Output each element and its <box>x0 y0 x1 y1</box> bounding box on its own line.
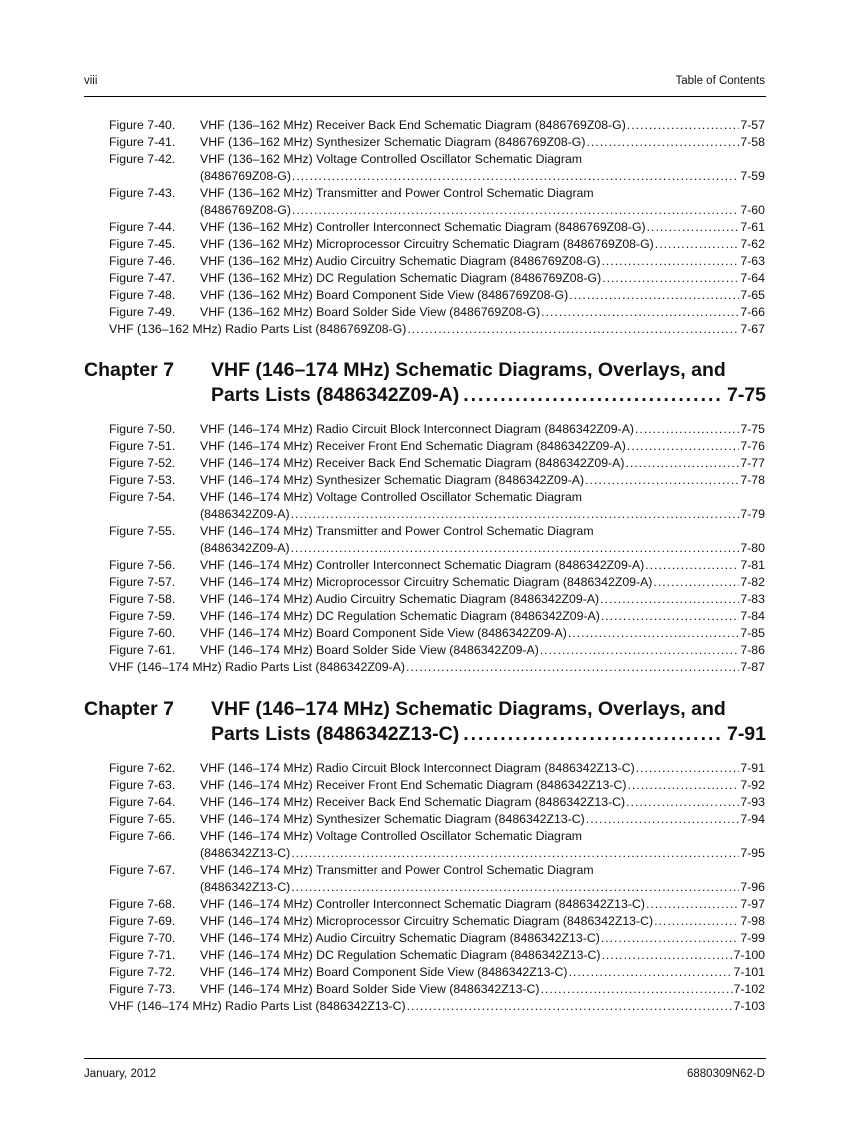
toc-entry-figure[interactable] <box>0 777 866 794</box>
figure-label: Figure 7-64. <box>109 795 176 809</box>
chapter-heading-z13[interactable] <box>0 697 866 749</box>
dot-leader <box>647 219 740 236</box>
entry-title: VHF (146–174 MHz) DC Regulation Schematic Diagram (8486342Z13-C) <box>200 948 601 962</box>
toc-entry-figure[interactable] <box>0 421 866 438</box>
entry-page-number: 7-82 <box>740 575 765 589</box>
dot-leader <box>627 117 740 134</box>
entry-title: VHF (136–162 MHz) Controller Interconnect Schematic Diagram (8486769Z08-G) <box>200 220 646 234</box>
header-rule <box>84 96 766 97</box>
entry-page-number: 7-79 <box>740 507 765 521</box>
entry-title: VHF (146–174 MHz) Audio Circuitry Schematic Diagram (8486342Z13-C) <box>200 931 600 945</box>
entry-title: VHF (136–162 MHz) Transmitter and Power Control Schematic Diagram <box>200 186 594 200</box>
toc-entry-line <box>200 794 765 811</box>
entry-page-number: 7-75 <box>740 422 765 436</box>
toc-group-136-162 <box>0 117 866 338</box>
toc-entry-figure[interactable] <box>0 981 866 998</box>
figure-label: Figure 7-72. <box>109 965 176 979</box>
dot-leader <box>407 998 733 1015</box>
figure-label: Figure 7-68. <box>109 897 176 911</box>
entry-title: VHF (136–162 MHz) Board Solder Side View (8486769Z08-G) <box>200 305 541 319</box>
toc-entry-line <box>200 151 765 168</box>
entry-page-number: 7-77 <box>740 456 765 470</box>
dot-leader <box>291 879 739 896</box>
toc-entry-figure[interactable] <box>0 219 866 236</box>
entry-title-cont: (8486342Z13-C) <box>200 880 291 894</box>
entry-title: VHF (146–174 MHz) Receiver Front End Schematic Diagram (8486342Z13-C) <box>200 778 627 792</box>
toc-entry-figure[interactable] <box>0 828 866 862</box>
entry-page-number: 7-92 <box>740 778 765 792</box>
dot-leader <box>602 947 733 964</box>
entry-page-number: 7-95 <box>740 846 765 860</box>
chapter-page-number: 7-91 <box>726 723 766 745</box>
figure-label: Figure 7-53. <box>109 473 176 487</box>
entry-page-number: 7-63 <box>740 254 765 268</box>
figure-label: Figure 7-73. <box>109 982 176 996</box>
figure-label: Figure 7-67. <box>109 863 176 877</box>
figure-label: Figure 7-56. <box>109 558 176 572</box>
toc-entry-figure[interactable] <box>0 270 866 287</box>
toc-entry-line <box>200 591 765 608</box>
toc-entry-figure[interactable] <box>0 591 866 608</box>
chapter-heading-z09[interactable] <box>0 358 866 410</box>
dot-leader <box>627 438 740 455</box>
footer-date: January, 2012 <box>84 1068 157 1080</box>
figure-label: Figure 7-50. <box>109 422 176 436</box>
entry-page-number: 7-102 <box>733 982 765 996</box>
dot-leader <box>291 506 740 523</box>
dot-leader <box>568 625 740 642</box>
entry-page-number: 7-103 <box>733 999 765 1013</box>
toc-entry-figure[interactable] <box>0 794 866 811</box>
dot-leader <box>540 981 732 998</box>
toc-entry-figure[interactable] <box>0 557 866 574</box>
entry-title-cont: (8486769Z08-G) <box>200 203 291 217</box>
toc-entry-figure[interactable] <box>0 896 866 913</box>
entry-page-number: 7-64 <box>740 271 765 285</box>
entry-title: VHF (136–162 MHz) Board Component Side View (8486769Z08-G) <box>200 288 569 302</box>
toc-entry-line <box>200 879 765 896</box>
entry-title-cont: (8486342Z13-C) <box>200 846 291 860</box>
entry-title-cont: (8486769Z08-G) <box>200 169 291 183</box>
figure-label: Figure 7-57. <box>109 575 176 589</box>
toc-entry-line <box>200 134 765 151</box>
toc-entry-line <box>109 321 765 338</box>
dot-leader <box>635 421 739 438</box>
entry-page-number: 7-57 <box>740 118 765 132</box>
toc-entry-line <box>200 168 765 185</box>
entry-page-number: 7-98 <box>740 914 765 928</box>
figure-label: Figure 7-49. <box>109 305 176 319</box>
toc-entry-figure[interactable] <box>0 185 866 219</box>
toc-entry-figure[interactable] <box>0 438 866 455</box>
toc-entry-line <box>200 811 765 828</box>
entry-title: VHF (146–174 MHz) Radio Parts List (8486342Z09-A) <box>109 660 405 674</box>
entry-title: VHF (146–174 MHz) Board Solder Side View (8486342Z09-A) <box>200 643 539 657</box>
dot-leader <box>645 557 739 574</box>
toc-entry-figure[interactable] <box>0 455 866 472</box>
entry-title: VHF (146–174 MHz) Radio Parts List (8486342Z13-C) <box>109 999 406 1013</box>
toc-entry-line <box>200 981 765 998</box>
entry-page-number: 7-61 <box>740 220 765 234</box>
toc-entry-line <box>200 185 765 202</box>
dot-leader <box>625 455 739 472</box>
dot-leader <box>292 202 739 219</box>
dot-leader <box>540 642 740 659</box>
dot-leader <box>602 253 740 270</box>
toc-entry-figure[interactable] <box>0 134 866 151</box>
figure-label: Figure 7-71. <box>109 948 176 962</box>
toc-entry-figure[interactable] <box>0 930 866 947</box>
dot-leader <box>291 845 739 862</box>
toc-entry-line <box>200 930 765 947</box>
toc-entry-line <box>200 270 765 287</box>
chapter-title-line1: VHF (146–174 MHz) Schematic Diagrams, Overlays, and <box>211 359 726 381</box>
toc-entry-line <box>200 845 765 862</box>
entry-title: VHF (146–174 MHz) Audio Circuitry Schematic Diagram (8486342Z09-A) <box>200 592 600 606</box>
entry-page-number: 7-65 <box>740 288 765 302</box>
toc-entry-figure[interactable] <box>0 608 866 625</box>
entry-page-number: 7-91 <box>740 761 765 775</box>
entry-title: VHF (146–174 MHz) Board Solder Side View (8486342Z13-C) <box>200 982 540 996</box>
toc-entry-parts-list[interactable] <box>0 321 866 338</box>
entry-page-number: 7-96 <box>740 880 765 894</box>
dot-leader <box>406 659 739 676</box>
entry-page-number: 7-85 <box>740 626 765 640</box>
toc-entry-line <box>200 625 765 642</box>
toc-entry-line <box>200 896 765 913</box>
entry-page-number: 7-101 <box>733 965 765 979</box>
entry-page-number: 7-58 <box>740 135 765 149</box>
toc-entry-line <box>200 304 765 321</box>
toc-entry-line <box>200 506 765 523</box>
entry-page-number: 7-83 <box>740 592 765 606</box>
dot-leader <box>636 760 740 777</box>
entry-page-number: 7-60 <box>740 203 765 217</box>
chapter-title-line2 <box>211 383 766 407</box>
entry-page-number: 7-94 <box>740 812 765 826</box>
toc-entry-figure[interactable] <box>0 642 866 659</box>
entry-title-cont: (8486342Z09-A) <box>200 507 290 521</box>
dot-leader <box>569 964 733 981</box>
figure-label: Figure 7-69. <box>109 914 176 928</box>
entry-title: VHF (146–174 MHz) Receiver Back End Schematic Diagram (8486342Z09-A) <box>200 456 625 470</box>
entry-title: VHF (146–174 MHz) Microprocessor Circuitry Schematic Diagram (8486342Z13-C) <box>200 914 654 928</box>
chapter-label: Chapter 7 <box>84 359 174 381</box>
figure-label: Figure 7-47. <box>109 271 176 285</box>
figure-label: Figure 7-41. <box>109 135 176 149</box>
dot-leader <box>654 913 739 930</box>
toc-entry-figure[interactable] <box>0 253 866 270</box>
entry-title: VHF (146–174 MHz) Transmitter and Power Control Schematic Diagram <box>200 863 594 877</box>
entry-title: VHF (146–174 MHz) Controller Interconnect Schematic Diagram (8486342Z09-A) <box>200 558 645 572</box>
toc-entry-figure[interactable] <box>0 151 866 185</box>
toc-entry-figure[interactable] <box>0 947 866 964</box>
figure-label: Figure 7-66. <box>109 829 176 843</box>
entry-page-number: 7-93 <box>740 795 765 809</box>
figure-label: Figure 7-59. <box>109 609 176 623</box>
toc-entry-line <box>200 202 765 219</box>
entry-page-number: 7-86 <box>740 643 765 657</box>
entry-title: VHF (136–162 MHz) Receiver Back End Schematic Diagram (8486769Z08-G) <box>200 118 626 132</box>
dot-leader <box>600 591 739 608</box>
toc-entry-line <box>200 438 765 455</box>
toc-entry-line <box>200 219 765 236</box>
entry-title: VHF (146–174 MHz) Receiver Back End Schematic Diagram (8486342Z13-C) <box>200 795 626 809</box>
dot-leader <box>541 304 739 321</box>
dot-leader <box>653 574 739 591</box>
toc-entry-line <box>200 964 765 981</box>
dot-leader <box>602 270 739 287</box>
entry-title: VHF (136–162 MHz) Audio Circuitry Schematic Diagram (8486769Z08-G) <box>200 254 601 268</box>
toc-entry-line <box>200 117 765 134</box>
figure-label: Figure 7-70. <box>109 931 176 945</box>
entry-title: VHF (136–162 MHz) Synthesizer Schematic Diagram (8486769Z08-G) <box>200 135 586 149</box>
toc-entry-figure[interactable] <box>0 236 866 253</box>
chapter-title-text: Parts Lists (8486342Z09-A) <box>211 384 460 406</box>
entry-title: VHF (146–174 MHz) Controller Interconnect Schematic Diagram (8486342Z13-C) <box>200 897 645 911</box>
figure-label: Figure 7-61. <box>109 643 176 657</box>
dot-leader <box>586 811 740 828</box>
footer-doc-number: 6880309N62-D <box>686 1068 765 1080</box>
dot-leader <box>627 777 739 794</box>
toc-entry-line <box>200 472 765 489</box>
toc-entry-line <box>200 947 765 964</box>
running-header-title: Table of Contents <box>675 75 765 87</box>
toc-group-z09 <box>0 421 866 676</box>
entry-title: VHF (146–174 MHz) Voltage Controlled Oscillator Schematic Diagram <box>200 829 583 843</box>
entry-title: VHF (136–162 MHz) Microprocessor Circuitry Schematic Diagram (8486769Z08-G) <box>200 237 654 251</box>
entry-page-number: 7-59 <box>740 169 765 183</box>
entry-page-number: 7-84 <box>740 609 765 623</box>
entry-title: VHF (136–162 MHz) Voltage Controlled Oscillator Schematic Diagram <box>200 152 583 166</box>
toc-entry-line <box>200 253 765 270</box>
figure-label: Figure 7-54. <box>109 490 176 504</box>
entry-title-cont: (8486342Z09-A) <box>200 541 290 555</box>
toc-entry-line <box>200 455 765 472</box>
dot-leader <box>407 321 739 338</box>
toc-entry-line <box>200 608 765 625</box>
toc-entry-figure[interactable] <box>0 760 866 777</box>
toc-entry-line <box>109 998 765 1015</box>
toc-entry-line <box>200 862 765 879</box>
figure-label: Figure 7-58. <box>109 592 176 606</box>
entry-page-number: 7-66 <box>740 305 765 319</box>
toc-entry-figure[interactable] <box>0 287 866 304</box>
figure-label: Figure 7-60. <box>109 626 176 640</box>
entry-title: VHF (146–174 MHz) Receiver Front End Schematic Diagram (8486342Z09-A) <box>200 439 626 453</box>
figure-label: Figure 7-63. <box>109 778 176 792</box>
dot-leader <box>569 287 739 304</box>
toc-entry-line <box>200 642 765 659</box>
entry-title: VHF (146–174 MHz) Radio Circuit Block Interconnect Diagram (8486342Z09-A) <box>200 422 634 436</box>
toc-entry-line <box>200 760 765 777</box>
page-number: viii <box>84 75 98 87</box>
entry-title: VHF (146–174 MHz) Radio Circuit Block Interconnect Diagram (8486342Z13-C) <box>200 761 635 775</box>
dot-leader <box>585 472 739 489</box>
entry-page-number: 7-62 <box>740 237 765 251</box>
chapter-title-line1: VHF (146–174 MHz) Schematic Diagrams, Overlays, and <box>211 698 726 720</box>
figure-label: Figure 7-40. <box>109 118 176 132</box>
toc-entry-figure[interactable] <box>0 304 866 321</box>
figure-label: Figure 7-44. <box>109 220 176 234</box>
figure-label: Figure 7-65. <box>109 812 176 826</box>
entry-page-number: 7-80 <box>740 541 765 555</box>
toc-entry-figure[interactable] <box>0 117 866 134</box>
figure-label: Figure 7-42. <box>109 152 176 166</box>
toc-entry-line <box>200 574 765 591</box>
toc-entry-line <box>200 489 765 506</box>
entry-title: VHF (146–174 MHz) DC Regulation Schematic Diagram (8486342Z09-A) <box>200 609 600 623</box>
toc-entry-line <box>109 659 765 676</box>
entry-page-number: 7-81 <box>740 558 765 572</box>
entry-title: VHF (146–174 MHz) Board Component Side View (8486342Z09-A) <box>200 626 567 640</box>
toc-entry-parts-list[interactable] <box>0 998 866 1015</box>
dot-leader <box>626 794 739 811</box>
toc-entry-parts-list[interactable] <box>0 659 866 676</box>
toc-entry-line <box>200 523 765 540</box>
entry-title: VHF (146–174 MHz) Voltage Controlled Oscillator Schematic Diagram <box>200 490 583 504</box>
entry-title: VHF (136–162 MHz) DC Regulation Schematic Diagram (8486769Z08-G) <box>200 271 602 285</box>
entry-page-number: 7-87 <box>740 660 765 674</box>
entry-page-number: 7-76 <box>740 439 765 453</box>
chapter-label: Chapter 7 <box>84 698 174 720</box>
entry-title: VHF (146–174 MHz) Board Component Side View (8486342Z13-C) <box>200 965 568 979</box>
figure-label: Figure 7-43. <box>109 186 176 200</box>
figure-label: Figure 7-45. <box>109 237 176 251</box>
toc-entry-figure[interactable] <box>0 811 866 828</box>
entry-title: VHF (146–174 MHz) Transmitter and Power Control Schematic Diagram <box>200 524 594 538</box>
entry-title: VHF (146–174 MHz) Synthesizer Schematic Diagram (8486342Z09-A) <box>200 473 585 487</box>
toc-entry-figure[interactable] <box>0 913 866 930</box>
toc-entry-line <box>200 828 765 845</box>
figure-label: Figure 7-46. <box>109 254 176 268</box>
dot-leader <box>655 236 740 253</box>
dot-leader <box>601 930 740 947</box>
toc-entry-line <box>200 540 765 557</box>
entry-page-number: 7-78 <box>740 473 765 487</box>
entry-title: VHF (146–174 MHz) Microprocessor Circuitry Schematic Diagram (8486342Z09-A) <box>200 575 653 589</box>
toc-entry-figure[interactable] <box>0 574 866 591</box>
toc-entry-line <box>200 557 765 574</box>
entry-page-number: 7-99 <box>740 931 765 945</box>
toc-entry-line <box>200 421 765 438</box>
dot-leader <box>601 608 740 625</box>
toc-entry-line <box>200 777 765 794</box>
toc-group-z13 <box>0 760 866 1015</box>
toc-entry-figure[interactable] <box>0 523 866 557</box>
dot-leader <box>463 722 723 746</box>
figure-label: Figure 7-48. <box>109 288 176 302</box>
dot-leader <box>463 383 723 407</box>
toc-entry-line <box>200 287 765 304</box>
chapter-page-number: 7-75 <box>726 384 766 406</box>
dot-leader <box>291 540 740 557</box>
dot-leader <box>586 134 739 151</box>
toc-entry-figure[interactable] <box>0 862 866 896</box>
entry-page-number: 7-97 <box>740 897 765 911</box>
footer-rule <box>84 1058 766 1059</box>
figure-label: Figure 7-62. <box>109 761 176 775</box>
figure-label: Figure 7-52. <box>109 456 176 470</box>
entry-page-number: 7-67 <box>740 322 765 336</box>
figure-label: Figure 7-51. <box>109 439 176 453</box>
toc-entry-figure[interactable] <box>0 625 866 642</box>
figure-label: Figure 7-55. <box>109 524 176 538</box>
entry-page-number: 7-100 <box>733 948 765 962</box>
toc-entry-figure[interactable] <box>0 489 866 523</box>
toc-entry-line <box>200 913 765 930</box>
toc-entry-line <box>200 236 765 253</box>
toc-entry-figure[interactable] <box>0 472 866 489</box>
chapter-title-text: Parts Lists (8486342Z13-C) <box>211 723 460 745</box>
dot-leader <box>292 168 739 185</box>
dot-leader <box>646 896 739 913</box>
entry-title: VHF (146–174 MHz) Synthesizer Schematic Diagram (8486342Z13-C) <box>200 812 585 826</box>
entry-title: VHF (136–162 MHz) Radio Parts List (8486769Z08-G) <box>109 322 407 336</box>
chapter-title-line2 <box>211 722 766 746</box>
toc-entry-figure[interactable] <box>0 964 866 981</box>
